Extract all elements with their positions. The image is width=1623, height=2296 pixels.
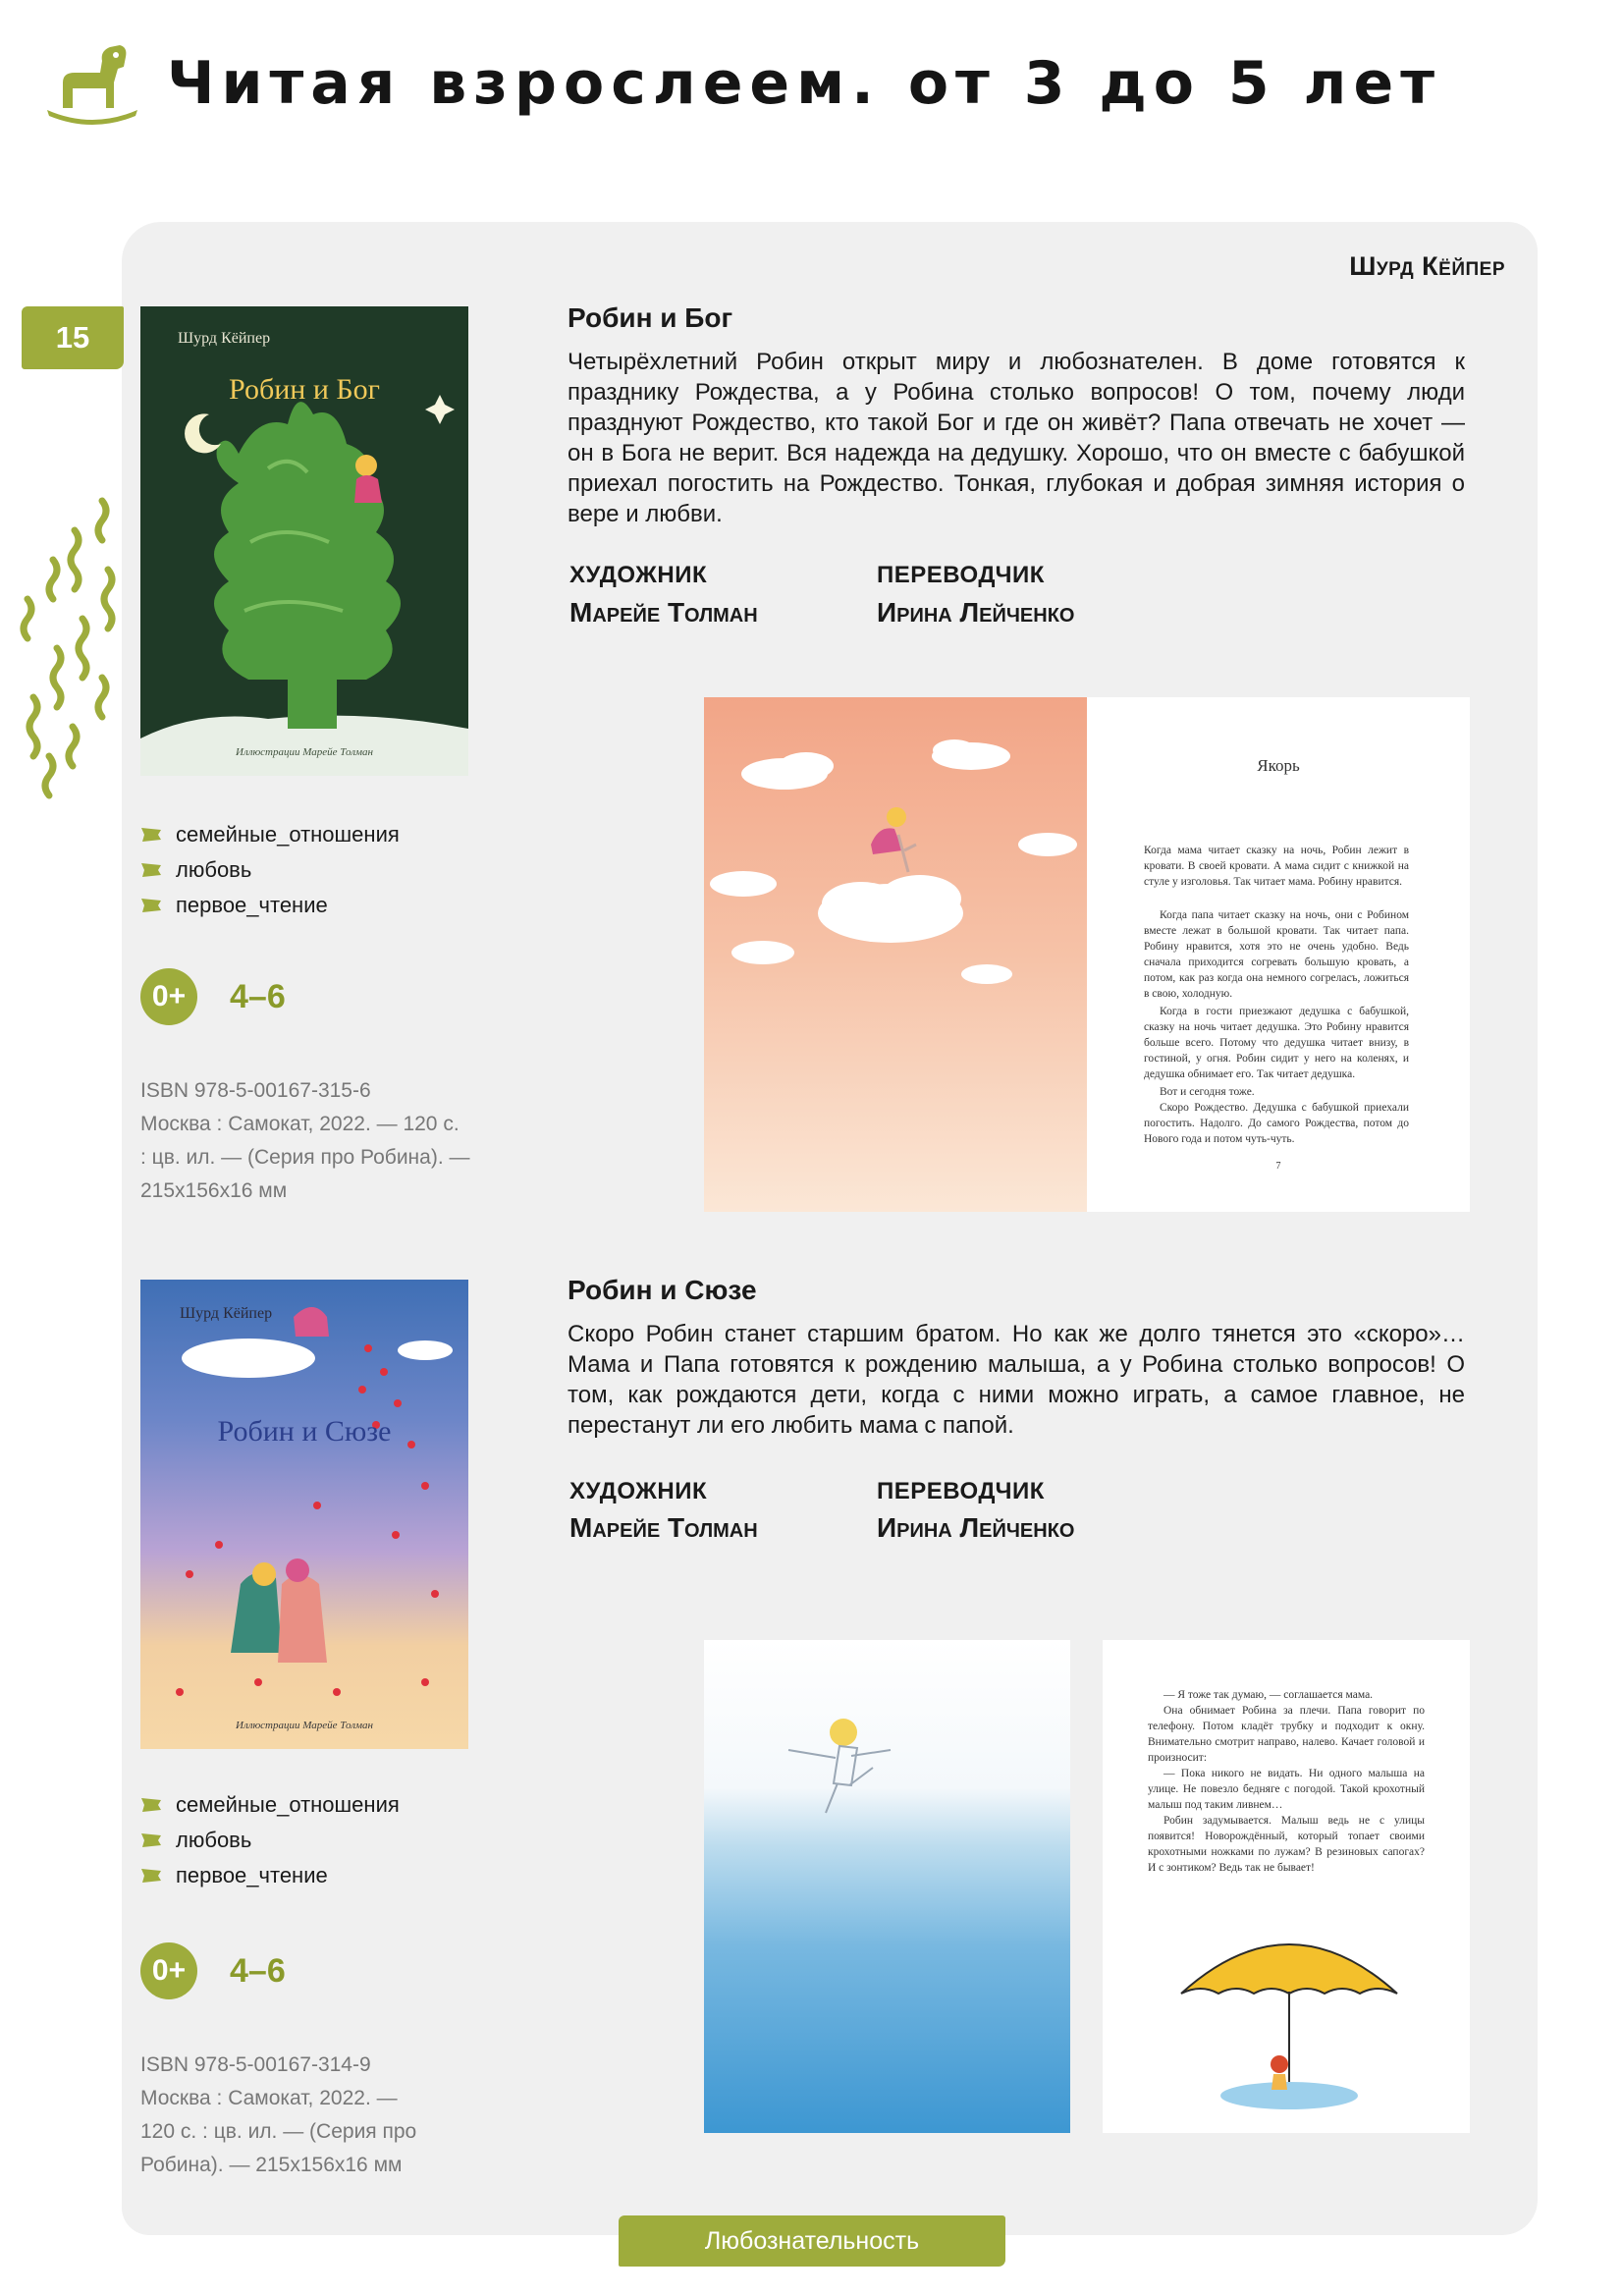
illustrator-label: ХУДОЖНИК — [569, 562, 708, 588]
cover-title: Робин и Бог — [229, 373, 380, 406]
tag-item[interactable] — [140, 817, 400, 852]
cover-author: Шурд Кёйпер — [180, 1305, 273, 1322]
spread-paragraph: Вот и сегодня тоже. — [1160, 1086, 1255, 1098]
spread-paragraph: Когда папа читает сказку на ночь, они с Робином вместе лежат в большой кровати. Так читает папа. Робину нравится, хотя это не очень удобно. Ведь сначала приходится согревать большую кровать, а потом, как раз когда она немного согреласъ, ложиться в свою, холодную. — [1144, 909, 1409, 1000]
tag-label: первое_чтение — [176, 893, 328, 917]
tag-label: семейные_отношения — [176, 1792, 400, 1817]
spread-paragraph: Робин задумывается. Малыш ведь не с улицы появится! Новорождённый, который топает своими крохотными ножками по лужам? В резиновых сапогах? И с зонтиком? Ведь так не бывает! — [1148, 1815, 1425, 1874]
tag-item[interactable] — [140, 1823, 400, 1858]
age-rating-badge: 0+ — [140, 1942, 197, 1999]
bibliographic-info — [140, 2049, 416, 2182]
isbn: ISBN 978-5-00167-314-9 — [140, 2053, 371, 2076]
bibliographic-info — [140, 1074, 470, 1208]
chapter-title: Якорь — [1257, 756, 1300, 775]
spread-paragraph: Скоро Рождество. Дедушка с бабушкой приехали погостить. Надолго. До самого Рождества, потом до Нового года и потом чуть-чуть. — [1144, 1102, 1409, 1145]
biblio-line: 120 с. : цв. ил. — (Серия про — [140, 2120, 417, 2143]
biblio-line: Робина). — 215х156х16 мм — [140, 2154, 403, 2176]
tag-label: любовь — [176, 1828, 252, 1852]
spread-paragraph: — Пока никого не видать. Ни одного малыша на улице. Не повезло бедняге с погодой. Такой крохотный малыш под таким ливнем… — [1148, 1768, 1425, 1811]
biblio-line: Москва : Самокат, 2022. — 120 с. — [140, 1113, 460, 1135]
tag-brush-icon — [140, 1831, 162, 1849]
tag-brush-icon — [140, 897, 162, 914]
illustrator-name: Марейе Толман — [569, 597, 758, 628]
spread-page-number: 7 — [1275, 1161, 1281, 1172]
illustrator-name: Марейе Толман — [569, 1512, 758, 1543]
section-title: Читая взрослеем. от 3 до 5 лет — [167, 49, 1441, 118]
biblio-line: 215х156х16 мм — [140, 1179, 288, 1202]
cover-credit: Иллюстрации Марейе Толман — [236, 1720, 373, 1731]
clouds-illustration — [704, 697, 1087, 1212]
cover-author: Шурд Кёйпер — [178, 330, 271, 347]
tag-label: первое_чтение — [176, 1863, 328, 1887]
age-range: 4–6 — [230, 978, 286, 1015]
age-range: 4–6 — [230, 1952, 286, 1990]
page-number: 15 — [22, 306, 124, 369]
tag-item[interactable] — [140, 1858, 400, 1893]
tag-item[interactable] — [140, 888, 400, 923]
cover-title: Робин и Сюзе — [217, 1415, 392, 1448]
spread-illustration — [704, 1640, 1070, 2133]
biblio-line: Москва : Самокат, 2022. — — [140, 2087, 398, 2109]
book-cover — [140, 1280, 468, 1749]
translator-label: ПЕРЕВОДЧИК — [877, 562, 1045, 588]
tag-brush-icon — [140, 861, 162, 879]
spread-illustration — [704, 697, 1087, 1212]
illustrator-label: ХУДОЖНИК — [569, 1478, 708, 1504]
tag-brush-icon — [140, 1867, 162, 1885]
tag-item[interactable] — [140, 852, 400, 888]
tag-label: семейные_отношения — [176, 822, 400, 847]
translator-name: Ирина Лейченко — [877, 597, 1075, 628]
category-badge: Любознательность — [619, 2215, 1005, 2267]
cover-credit: Иллюстрации Марейе Толман — [236, 746, 373, 758]
tag-brush-icon — [140, 826, 162, 844]
tag-brush-icon — [140, 1796, 162, 1814]
biblio-line: : цв. ил. — (Серия про Робина). — — [140, 1146, 470, 1169]
book-description: Скоро Робин станет старшим братом. Но как же долго тянется это «скоро»… Мама и Папа готовятся к рождению малыша, а у Робина столько вопросов! О том, как рождаются дети, когда с ними можно играть, а самое главное, не перестанут ли его любить мама с папой. — [568, 1321, 1465, 1439]
tag-item[interactable] — [140, 1787, 400, 1823]
spread-text-page — [1103, 1640, 1470, 2133]
tag-label: любовь — [176, 857, 252, 882]
spread-paragraph: — Я тоже так думаю, — соглашается мама. — [1163, 1689, 1374, 1701]
author-name: Шурд Кёйпер — [1349, 251, 1505, 281]
age-rating-badge: 0+ — [140, 968, 197, 1025]
tag-list — [140, 817, 400, 923]
spread-text-page — [1087, 697, 1470, 1212]
boy-flying-illustration — [704, 1640, 1070, 2133]
book-description: Четырёхлетний Робин открыт миру и любознателен. В доме готовятся к празднику Рождества, а у Робина столько вопросов! О том, почему люди празднуют Рождество, кто такой Бог и где он живёт? Папа отвечать не хочет — он в Бога не верит. Вся надежда на дедушку. Хорошо, что он вместе с бабушкой приехал погостить на Рождество. Тонкая, глубокая и добрая зимняя история о вере и любви. — [568, 349, 1465, 527]
rocking-horse-icon — [41, 39, 143, 128]
spread-paragraph: Она обнимает Робина за плечи. Папа говорит по телефону. Потом кладёт трубку и подходит к окну. Внимательно смотрит направо, налево. Качает головой и произносит: — [1148, 1705, 1425, 1764]
book-title: Робин и Сюзе — [568, 1275, 757, 1305]
spread-paragraph: Когда в гости приезжают дедушка с бабушкой, сказку на ночь читает дедушка. Это Робину нравится больше всего. Потому что дедушка читает внизу, в гостиной, у огня. Робин сидит у него на коленях, и дедушка обнимает его. Так читает дедушка. — [1144, 1006, 1409, 1080]
decorative-squiggles-icon — [14, 491, 122, 805]
book-title: Робин и Бог — [568, 302, 733, 333]
book-cover — [140, 306, 468, 776]
spread-paragraph: Когда мама читает сказку на ночь, Робин лежит в кровати. В своей кровати. А мама сидит с книжкой на стуле у изголовья. Так читает мама. Робину нравится. — [1144, 845, 1409, 888]
cover-illustration-hearts — [140, 1280, 468, 1749]
translator-name: Ирина Лейченко — [877, 1512, 1075, 1543]
umbrella-illustration — [1171, 1886, 1407, 2121]
tag-list — [140, 1787, 400, 1893]
isbn: ISBN 978-5-00167-315-6 — [140, 1079, 371, 1102]
translator-label: ПЕРЕВОДЧИК — [877, 1478, 1045, 1504]
